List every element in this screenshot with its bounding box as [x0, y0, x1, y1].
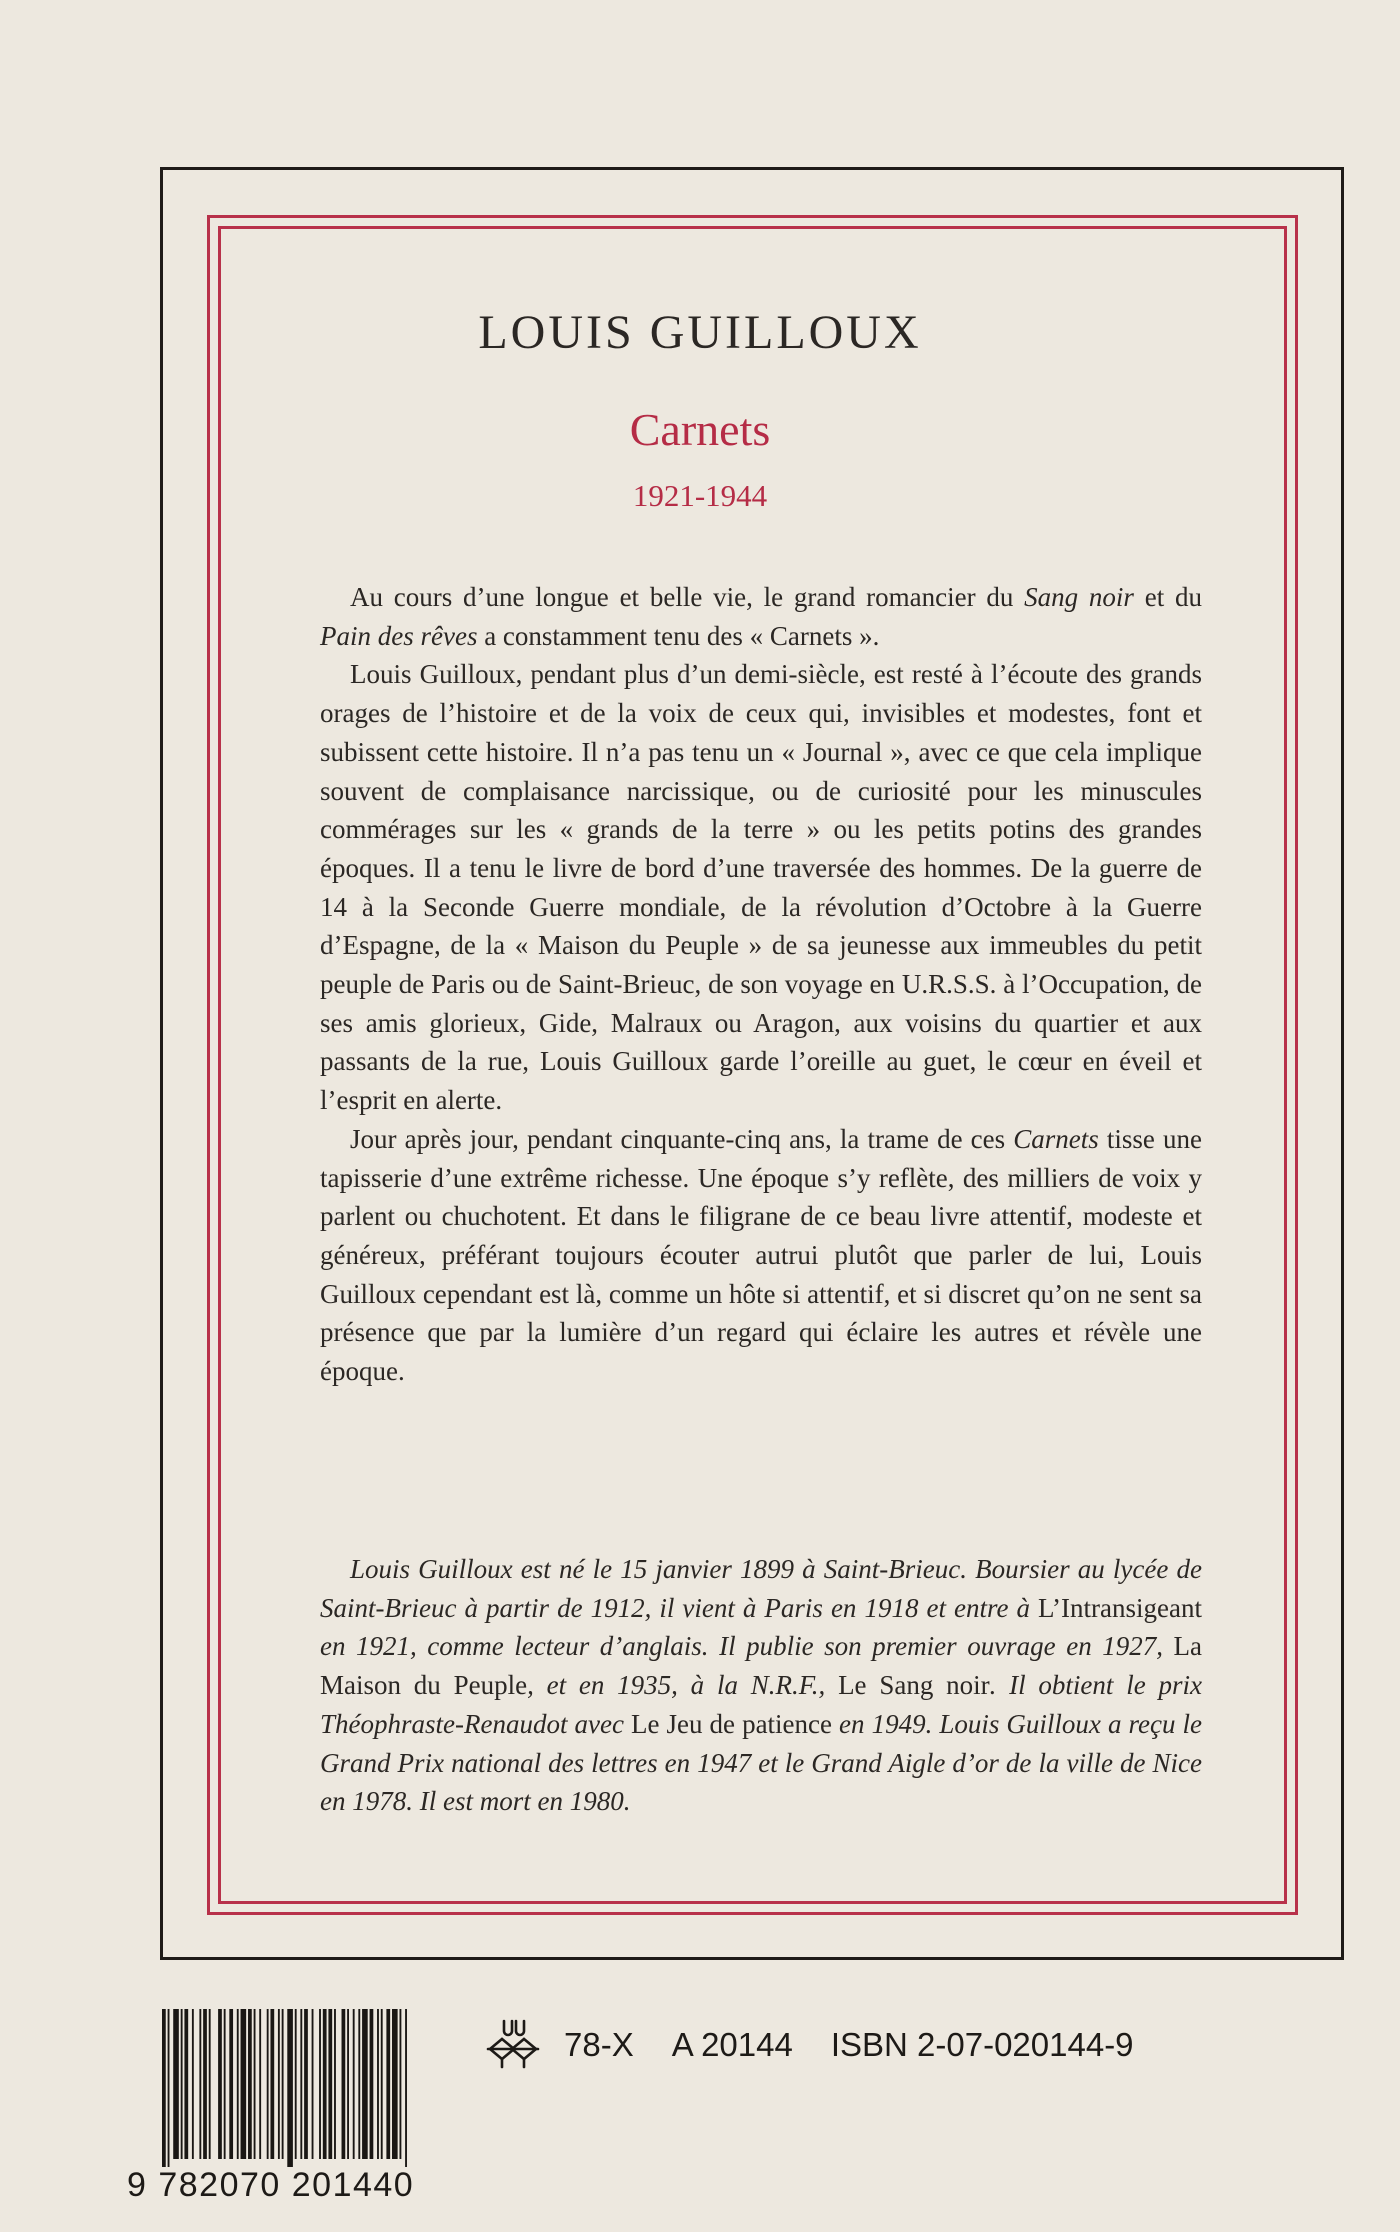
description-paragraph-1: Au cours d’une longue et belle vie, le grand romancier du Sang noir et du Pain des rêves a constamment tenu des « Carnets ». — [320, 582, 1202, 651]
barcode-bar — [399, 2009, 401, 2159]
barcode-bar — [241, 2009, 247, 2159]
barcode-bar — [319, 2009, 321, 2159]
description-text — [320, 578, 1202, 1391]
barcode-bar — [270, 2009, 274, 2159]
barcode-bar — [224, 2009, 226, 2159]
barcode-bar — [323, 2009, 327, 2159]
book-dates: 1921-1944 — [632, 478, 768, 513]
barcode-bar — [381, 2009, 383, 2159]
barcode-bar — [209, 2009, 211, 2159]
barcode-bar — [370, 2009, 374, 2159]
barcode-bar — [287, 2009, 293, 2167]
barcode-bar — [342, 2009, 346, 2159]
barcode-bar — [192, 2009, 194, 2159]
barcode-bar — [229, 2009, 233, 2159]
author-bio: Louis Guilloux est né le 15 janvier 1899 à Saint-Brieuc. Boursier au lycée de Saint-Brieuc à partir de 1912, il vient à Paris en 1918 et entre à L’Intransigeant en 1921, comme lecteur d’anglais. Il publie son premier ouvrage en 1927, La Maison du Peuple, et en 1935, à la N.R.F., Le Sang noir. Il obtient le prix Théophraste-Renaudot avec Le Jeu de patience en 1949. Louis Guilloux a reçu le Grand Prix national des lettres en 1947 et le Grand Aigle d’or de la ville de Nice en 1978. Il est mort en 1980. — [320, 1554, 1202, 1817]
barcode-bar — [377, 2009, 379, 2159]
description-paragraph-3: Jour après jour, pendant cinquante-cinq ans, la trame de ces Carnets tisse une tapisserie d’une extrême richesse. Une époque s’y reflète, des milliers de voix y parlent ou chuchotent. Et dans le filigrane de ce beau livre attentif, modeste et généreux, préférant toujours écouter autrui plutôt que parler de lui, Louis Guilloux cependant est là, comme un hôte si attentif, et si discret qu’on ne sent sa présence que par la lumière d’un regard qui éclaire les autres et révèle une époque. — [320, 1123, 1202, 1387]
barcode-bar — [248, 2009, 252, 2159]
barcode-bar — [254, 2009, 256, 2159]
barcode-bar — [328, 2009, 332, 2159]
barcode-bar — [334, 2009, 336, 2159]
barcode-bar — [347, 2009, 349, 2159]
description-paragraph-2: Louis Guilloux, pendant plus d’un demi-siècle, est resté à l’écoute des grands orages de l’histoire et de la voix de ceux qui, invisibles et modestes, font et subissent cette histoire. Il n’a pas tenu un « Journal », avec ce que cela implique souvent de complaisance narcissique, ou de curiosité pour les minuscules commérages sur les « grands de la terre » ou les petits potins des grandes époques. Il a tenu le livre de bord d’une traversée des hommes. De la guerre de 14 à la Seconde Guerre mondiale, de la révolution d’Octobre à la Guerre d’Espagne, de la « Maison du Peuple » de sa jeunesse aux immeubles du petit peuple de Paris ou de Saint-Brieuc, de son voyage en U.R.S.S. à l’Occupation, de ses amis glorieux, Gide, Malraux ou Aragon, aux voisins du quartier et aux passants de la rue, Louis Guilloux garde l’oreille au guet, le cœur en éveil et l’esprit en alerte. — [320, 659, 1202, 1116]
barcode-bar — [304, 2009, 308, 2159]
barcode-bar — [405, 2009, 407, 2167]
author-name: LOUIS GUILLOUX — [478, 306, 922, 359]
isbn: ISBN 2-07-020144-9 — [830, 2026, 1134, 2063]
publisher-line — [484, 2015, 1134, 2075]
barcode-bar — [300, 2009, 302, 2159]
barcode-bar — [267, 2009, 269, 2159]
barcode-bar — [203, 2009, 207, 2159]
reference-number: A 20144 — [671, 2026, 793, 2063]
barcode-bar — [168, 2009, 170, 2167]
barcode-bar — [386, 2009, 390, 2159]
barcode-bar — [282, 2009, 284, 2159]
barcode-bar — [237, 2009, 239, 2159]
barcode-bar — [392, 2009, 398, 2159]
barcode-bar — [278, 2009, 280, 2159]
barcode-bar — [259, 2009, 261, 2159]
barcode-bar — [358, 2009, 360, 2159]
barcode-bar — [184, 2009, 188, 2159]
barcode-bar — [295, 2009, 297, 2159]
barcode — [160, 2009, 475, 2167]
catalog-code: 78-X — [564, 2026, 634, 2063]
barcode-bar — [173, 2009, 179, 2159]
barcode-bar — [218, 2009, 222, 2159]
book-title: Carnets — [629, 404, 771, 455]
barcode-digits: 9 782070 201440 — [127, 2166, 415, 2204]
barcode-bar — [199, 2009, 201, 2159]
gallimard-logo-icon — [484, 2017, 542, 2073]
barcode-bar — [181, 2009, 183, 2159]
barcode-bar — [362, 2009, 368, 2159]
barcode-bar — [312, 2009, 314, 2159]
barcode-bar — [162, 2009, 166, 2167]
barcode-bar — [353, 2009, 355, 2159]
